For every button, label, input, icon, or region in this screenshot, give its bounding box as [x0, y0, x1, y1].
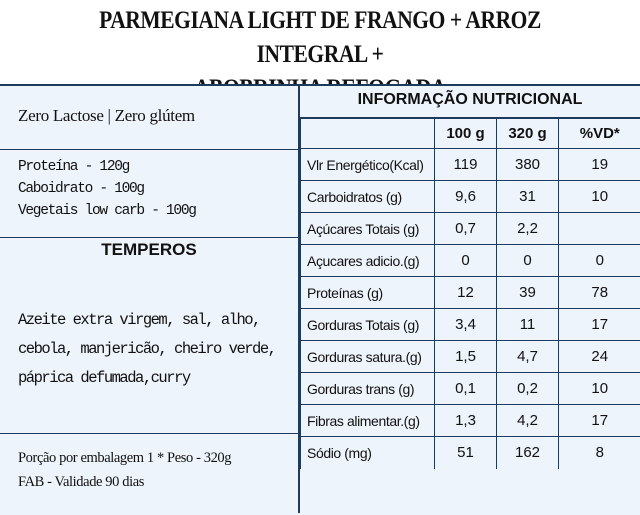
value-320g: 0	[497, 245, 559, 277]
temperos-line: Azeite extra virgem, sal, alho,	[18, 306, 275, 335]
header-vd: %VD*	[559, 119, 640, 149]
value-vd: 10	[559, 181, 640, 213]
value-vd	[559, 213, 640, 245]
temperos-line: cebola, manjericão, cheiro verde,	[18, 335, 275, 364]
nutrition-row	[301, 149, 640, 181]
temperos-heading: TEMPEROS	[0, 238, 298, 262]
value-320g: 0,2	[497, 373, 559, 405]
value-320g: 380	[497, 149, 559, 181]
restrictions-text: Zero Lactose | Zero glútem	[18, 106, 195, 126]
value-320g: 162	[497, 437, 559, 469]
value-vd: 17	[559, 309, 640, 341]
value-100g: 3,4	[435, 309, 497, 341]
value-320g: 31	[497, 181, 559, 213]
header-100g: 100 g	[435, 119, 497, 149]
restrictions-block	[0, 84, 298, 150]
value-vd: 17	[559, 405, 640, 437]
nutrient-label: Proteínas (g)	[301, 277, 435, 309]
header-blank	[301, 119, 435, 149]
nutrient-label: Gorduras trans (g)	[301, 373, 435, 405]
nutrition-row	[301, 213, 640, 245]
value-vd: 19	[559, 149, 640, 181]
value-100g: 0,7	[435, 213, 497, 245]
value-vd: 8	[559, 437, 640, 469]
nutrient-label: Fibras alimentar.(g)	[301, 405, 435, 437]
nutrient-label: Vlr Energético(Kcal)	[301, 149, 435, 181]
nutrition-table	[300, 118, 640, 469]
value-100g: 0	[435, 245, 497, 277]
nutrition-row	[301, 405, 640, 437]
value-vd: 10	[559, 373, 640, 405]
header-320g: 320 g	[497, 119, 559, 149]
value-100g: 9,6	[435, 181, 497, 213]
portion-block	[0, 434, 298, 513]
nutrition-title: INFORMAÇÃO NUTRICIONAL	[300, 84, 640, 118]
nutrition-row	[301, 341, 640, 373]
product-info-column	[0, 84, 298, 513]
value-100g: 1,5	[435, 341, 497, 373]
ingredient-vegetables: Vegetais low carb - 100g	[18, 200, 196, 222]
value-vd: 0	[559, 245, 640, 277]
product-title-line-1: PARMEGIANA LIGHT DE FRANGO + ARROZ INTEGRAL +	[45, 4, 595, 72]
ingredient-protein: Proteína - 120g	[18, 156, 196, 178]
value-100g: 0,1	[435, 373, 497, 405]
nutrition-row	[301, 181, 640, 213]
value-320g: 2,2	[497, 213, 559, 245]
temperos-block	[0, 238, 298, 434]
value-320g: 11	[497, 309, 559, 341]
nutrition-row	[301, 277, 640, 309]
temperos-line: páprica defumada,curry	[18, 364, 275, 393]
nutrient-label: Sódio (mg)	[301, 437, 435, 469]
portion-text: Porção por embalagem 1 * Peso - 320g	[18, 446, 231, 470]
value-100g: 119	[435, 149, 497, 181]
value-320g: 4,7	[497, 341, 559, 373]
ingredient-carb: Caboidrato - 100g	[18, 178, 196, 200]
nutrient-label: Açucares adicio.(g)	[301, 245, 435, 277]
ingredients-block	[0, 150, 298, 238]
value-100g: 12	[435, 277, 497, 309]
value-320g: 4,2	[497, 405, 559, 437]
nutrition-row	[301, 373, 640, 405]
nutrient-label: Gorduras satura.(g)	[301, 341, 435, 373]
nutrient-label: Açúcares Totais (g)	[301, 213, 435, 245]
nutrition-row	[301, 245, 640, 277]
nutrition-header-row	[301, 119, 640, 149]
nutrition-row	[301, 309, 640, 341]
value-100g: 1,3	[435, 405, 497, 437]
nutrition-row	[301, 437, 640, 469]
nutrient-label: Carboidratos (g)	[301, 181, 435, 213]
fab-validity-text: FAB - Validade 90 dias	[18, 470, 231, 494]
nutrient-label: Gorduras Totais (g)	[301, 309, 435, 341]
nutrition-facts	[300, 84, 640, 513]
value-vd: 78	[559, 277, 640, 309]
value-vd: 24	[559, 341, 640, 373]
value-100g: 51	[435, 437, 497, 469]
value-320g: 39	[497, 277, 559, 309]
